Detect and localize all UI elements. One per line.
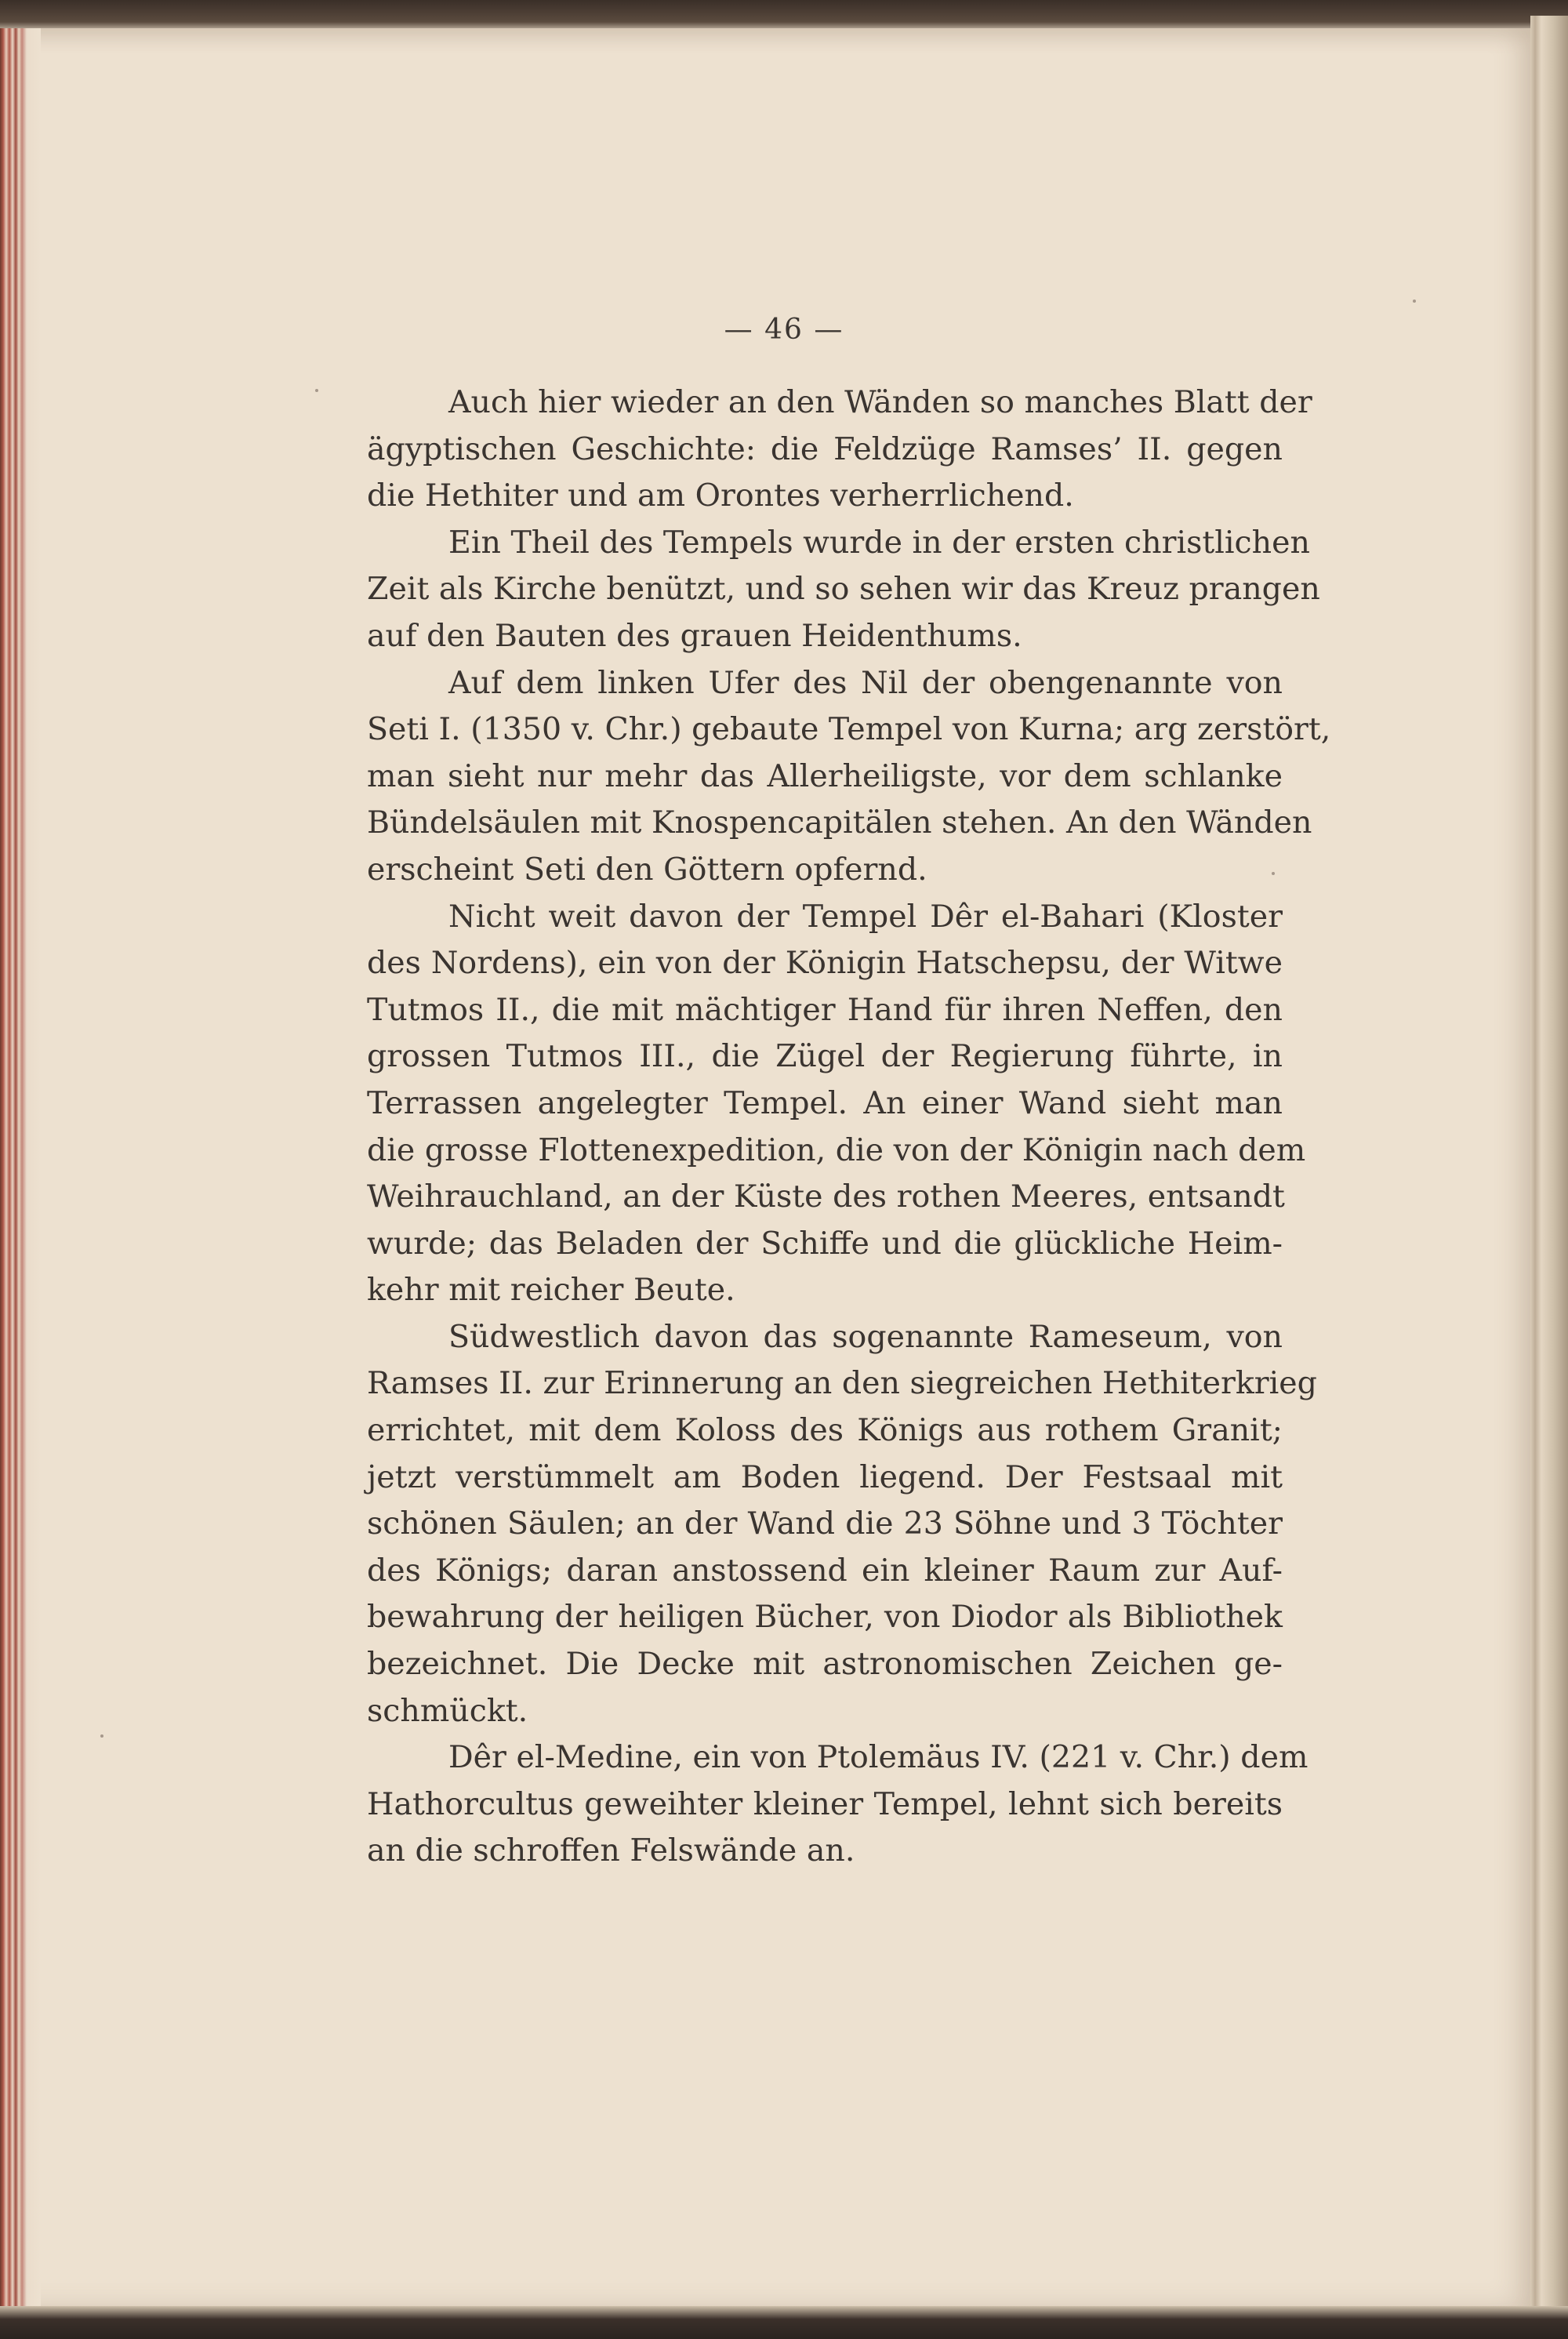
text-line: erscheint Seti den Göttern opfernd. (367, 851, 927, 888)
text-line: Südwestlich davon das sogenannte Rameseum, von (448, 1318, 1283, 1355)
book-binding-edge (0, 28, 41, 2306)
text-line: Seti I. (1350 v. Chr.) gebaute Tempel von Kurna; arg zerstört, (367, 711, 1331, 748)
text-line: Hathorcultus geweihter kleiner Tempel, lehnt sich bereits (367, 1785, 1283, 1822)
body-text (367, 380, 1331, 1875)
text-line: jetzt verstümmelt am Boden liegend. Der Festsaal mit (367, 1458, 1283, 1495)
paragraph (367, 380, 1312, 520)
text-line: bezeichnet. Die Decke mit astronomischen Zeichen ge- (367, 1646, 1283, 1683)
text-line: die Hethiter und am Orontes verherrlichend. (367, 478, 1074, 514)
text-line: man sieht nur mehr das Allerheiligste, vor dem schlanke (367, 757, 1283, 794)
text-line: Ramses II. zur Erinnerung an den siegreichen Hethiterkrieg (367, 1365, 1317, 1402)
text-line: Terrassen angelegter Tempel. An einer Wand sieht man (367, 1084, 1283, 1121)
paper-speck (100, 1734, 103, 1738)
book-top-edge (0, 0, 1568, 31)
text-line: Zeit als Kirche benützt, und so sehen wir das Kreuz prangen (367, 571, 1320, 608)
paragraph (367, 1314, 1317, 1734)
paper-speck (315, 389, 318, 392)
text-line: Auf dem linken Ufer des Nil der obengenannte von (448, 664, 1283, 701)
text-line: Nicht weit davon der Tempel Dêr el-Bahari (Kloster (448, 898, 1283, 935)
text-line: schönen Säulen; an der Wand die 23 Söhne und 3 Töchter (367, 1505, 1283, 1542)
text-line: grossen Tutmos III., die Zügel der Regierung führte, in (367, 1038, 1283, 1075)
text-line: bewahrung der heiligen Bücher, von Diodor als Bibliothek (367, 1599, 1283, 1636)
text-line: kehr mit reicher Beute. (367, 1272, 735, 1309)
text-line: auf den Bauten des grauen Heidenthums. (367, 617, 1022, 654)
text-line: Weihrauchland, an der Küste des rothen Meeres, entsandt (367, 1179, 1285, 1215)
paragraph (367, 1734, 1308, 1875)
paragraph (367, 894, 1306, 1314)
text-line: an die schroffen Felswände an. (367, 1832, 855, 1869)
text-line: Tutmos II., die mit mächtiger Hand für ihren Neffen, den (367, 991, 1283, 1028)
book-fore-edge (1530, 16, 1568, 2306)
text-line: des Königs; daran anstossend ein kleiner Raum zur Auf- (367, 1552, 1283, 1589)
text-line: Dêr el-Medine, ein von Ptolemäus IV. (221 v. Chr.) dem (448, 1739, 1308, 1776)
text-line: Bündelsäulen mit Knospencapitälen stehen. An den Wänden (367, 804, 1312, 841)
text-line: Auch hier wieder an den Wänden so manches Blatt der (448, 384, 1312, 420)
paragraph (367, 660, 1331, 894)
text-line: die grosse Flottenexpedition, die von der Königin nach dem (367, 1131, 1306, 1168)
paper-speck (1413, 300, 1416, 303)
text-line: errichtet, mit dem Koloss des Königs aus rothem Granit; (367, 1412, 1283, 1449)
text-line: ägyptischen Geschichte: die Feldzüge Ramses’ II. gegen (367, 430, 1283, 467)
text-line: Ein Theil des Tempels wurde in der ersten christlichen (448, 524, 1310, 561)
text-line: schmückt. (367, 1692, 528, 1729)
page-number: — 46 — (724, 314, 844, 346)
paragraph (367, 520, 1320, 660)
book-bottom-edge (0, 2306, 1568, 2339)
text-line: wurde; das Beladen der Schiffe und die glückliche Heim- (367, 1225, 1283, 1262)
text-line: des Nordens), ein von der Königin Hatschepsu, der Witwe (367, 945, 1283, 982)
